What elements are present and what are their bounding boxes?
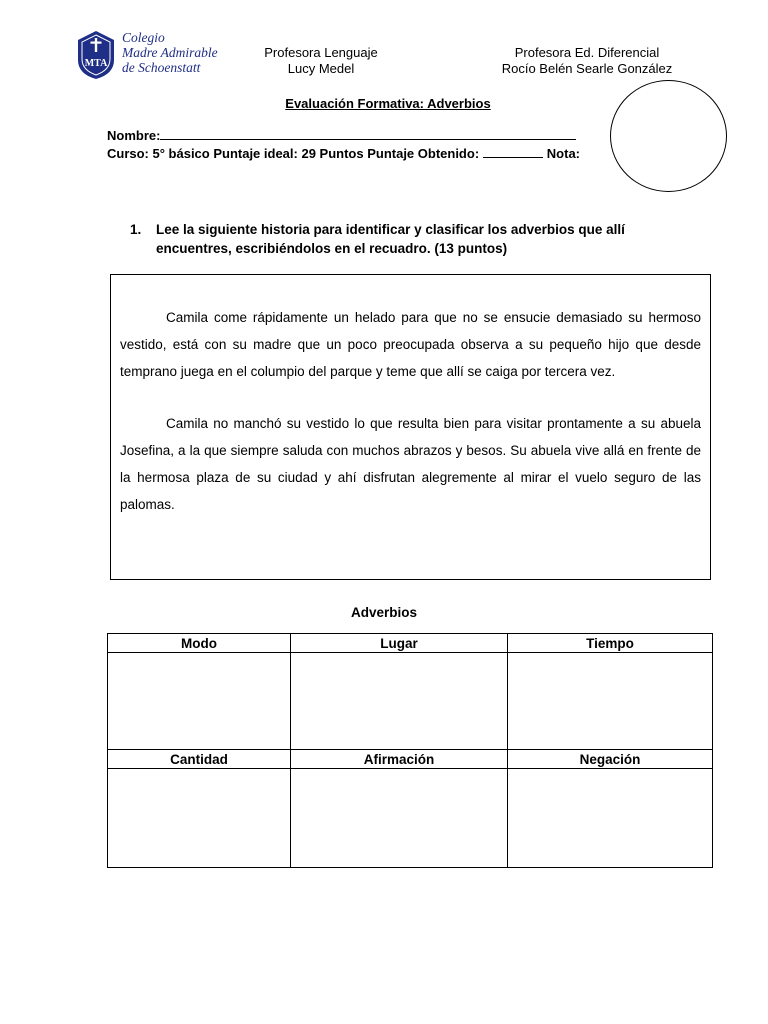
table-header-row	[108, 634, 713, 653]
header-modo: Modo	[108, 634, 291, 653]
adverbios-table	[107, 633, 713, 868]
school-crest-logo	[76, 30, 116, 80]
story-paragraph-1: Camila come rápidamente un helado para que no se ensucie demasiado su hermoso vestido, está con su madre que un poco preocupada observa a su pequeño hijo que desde temprano juega en el columpio del parque y teme que allí se caiga por tercera vez.	[120, 310, 701, 379]
teacher-diferencial-name: Rocío Belén Searle González	[501, 60, 673, 76]
nombre-label: Nombre:	[107, 128, 161, 143]
nota-label: Nota:	[546, 146, 580, 161]
teacher-lenguaje-name: Lucy Medel	[287, 60, 355, 76]
teacher-lenguaje	[250, 45, 392, 76]
teacher-lenguaje-role: Profesora Lenguaje	[264, 45, 378, 60]
school-name-line1: Colegio	[122, 30, 165, 45]
teacher-diferencial	[468, 45, 706, 76]
grade-circle	[610, 80, 727, 192]
school-name-line2: Madre Admirable	[122, 45, 218, 60]
header-lugar: Lugar	[291, 634, 508, 653]
puntaje-obtenido-write-line[interactable]	[483, 146, 543, 158]
school-name	[122, 30, 220, 75]
logo-letters: MTA	[84, 58, 108, 69]
school-name-line3: de Schoenstatt	[122, 60, 201, 75]
nombre-write-line[interactable]	[160, 128, 576, 140]
header-cantidad: Cantidad	[108, 750, 291, 769]
answer-cell-negacion[interactable]	[508, 769, 713, 868]
answer-cell-lugar[interactable]	[291, 653, 508, 750]
table-header-row	[108, 750, 713, 769]
table-answer-row	[108, 769, 713, 868]
header-tiempo: Tiempo	[508, 634, 713, 653]
question-1-instruction	[130, 220, 690, 258]
question-text: Lee la siguiente historia para identificar y clasificar los adverbios que allí encuentres, escribiéndolos en el recuadro. (13 puntos)	[156, 222, 625, 256]
answer-cell-cantidad[interactable]	[108, 769, 291, 868]
curso-row	[107, 146, 580, 161]
table-answer-row	[108, 653, 713, 750]
evaluation-title: Evaluación Formativa: Adverbios	[285, 96, 491, 111]
answer-cell-afirmacion[interactable]	[291, 769, 508, 868]
header-negacion: Negación	[508, 750, 713, 769]
question-number: 1.	[130, 222, 142, 237]
curso-text: Curso: 5° básico Puntaje ideal: 29 Puntos Puntaje Obtenido:	[107, 146, 480, 161]
story-paragraph-2: Camila no manchó su vestido lo que resulta bien para visitar prontamente a su abuela Josefina, a la que siempre saluda con muchos abrazos y besos. Su abuela vive allá en frente de la hermosa plaza de su ciudad y ahí disfrutan alegremente al mirar el vuelo seguro de las palomas.	[120, 416, 701, 512]
header-afirmacion: Afirmación	[291, 750, 508, 769]
story-box	[110, 274, 711, 580]
answer-cell-tiempo[interactable]	[508, 653, 713, 750]
answer-cell-modo[interactable]	[108, 653, 291, 750]
nombre-row	[107, 128, 576, 143]
teacher-diferencial-role: Profesora Ed. Diferencial	[514, 45, 660, 60]
adverbios-table-title: Adverbios	[350, 605, 418, 620]
